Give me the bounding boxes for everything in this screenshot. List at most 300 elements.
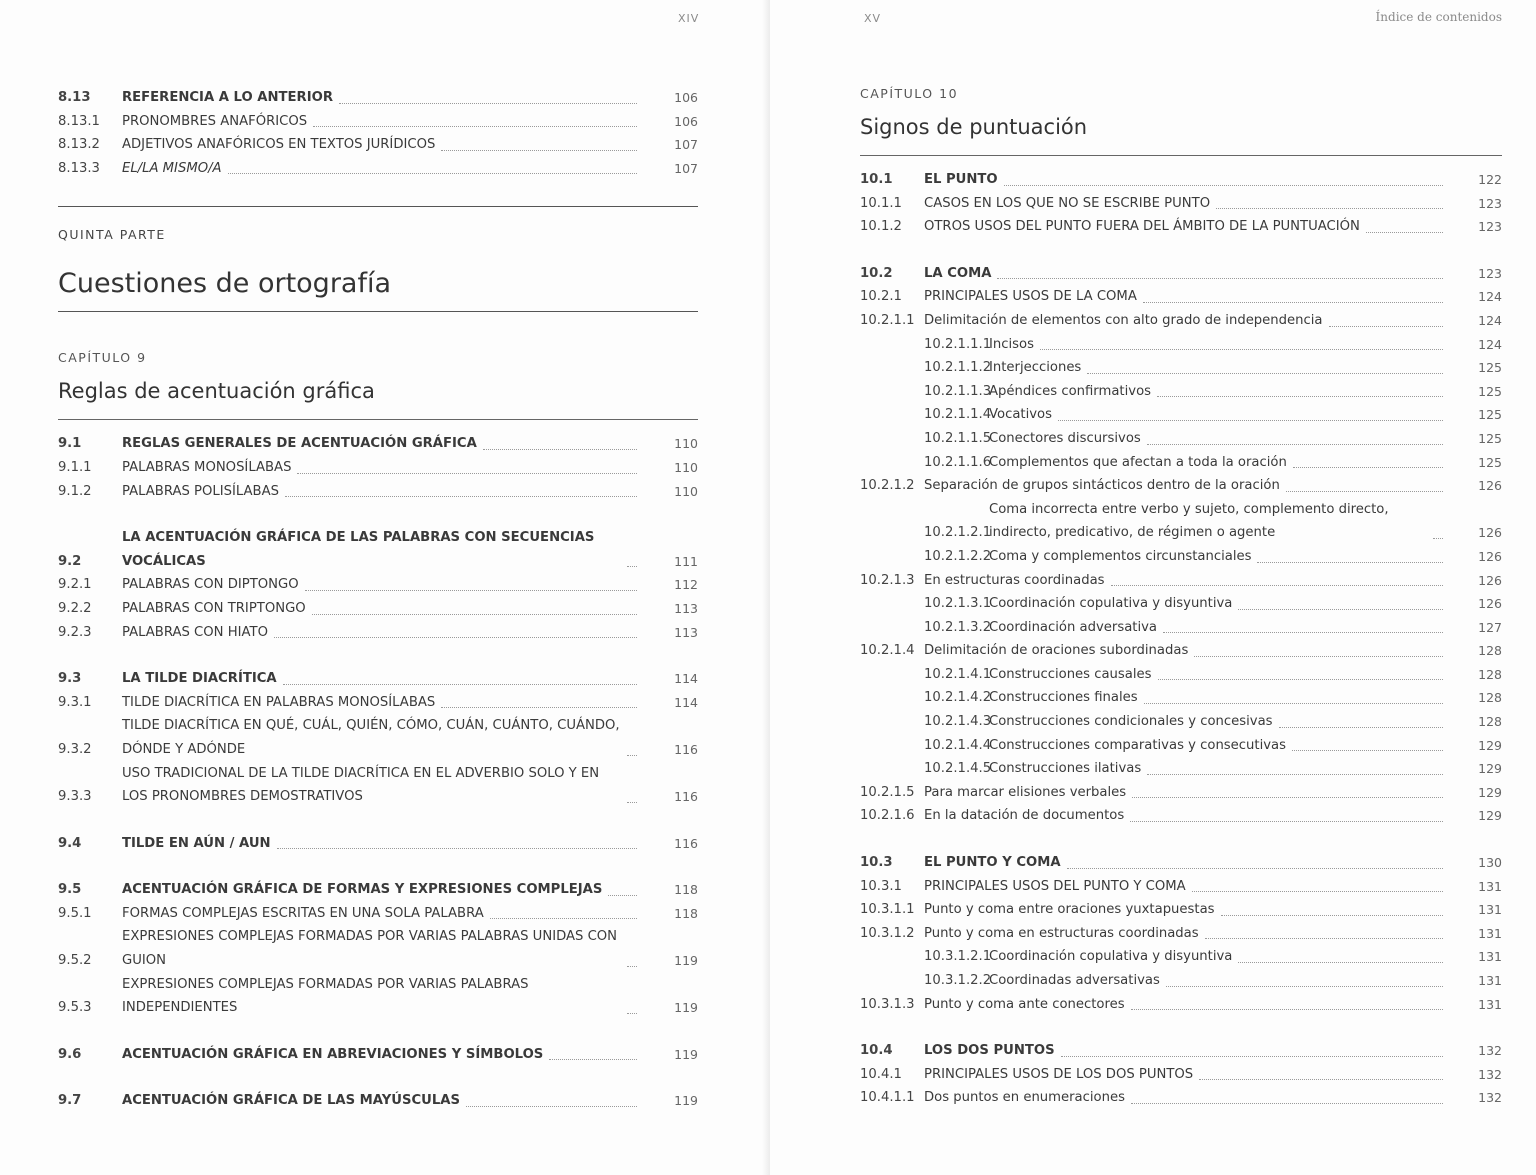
toc-entry-title: Coordinación copulativa y disyuntiva — [989, 596, 1233, 612]
toc-entry-number: 10.3.1 — [860, 878, 902, 894]
toc-entry-title: Vocativos — [989, 407, 1052, 423]
toc-entry-title: En la datación de documentos — [924, 808, 1125, 824]
dot-leader — [997, 278, 1443, 279]
toc-entry-number: 10.2.1.2 — [860, 478, 915, 494]
toc-entry-number: 9.1.2 — [58, 483, 92, 499]
toc-entry-title: Separación de grupos sintácticos dentro de la oración — [924, 478, 1280, 494]
toc-entry-page: 125 — [1478, 360, 1502, 376]
toc-entry-page: 106 — [674, 113, 698, 129]
dot-leader — [490, 918, 637, 919]
toc-entry-number: 10.2.1.3.1 — [924, 596, 992, 612]
toc-entry-page: 116 — [674, 789, 698, 805]
toc-entry — [860, 1039, 1502, 1063]
toc-entry-number: 10.2.1.4.1 — [924, 666, 992, 682]
toc-entry-page: 126 — [1478, 572, 1502, 588]
toc-entry-page: 124 — [1478, 336, 1502, 352]
toc-entry — [860, 710, 1502, 734]
toc-entry — [58, 832, 698, 856]
toc-entry-number: 10.4.1 — [860, 1066, 902, 1082]
toc-entry-title: Coordinación copulativa y disyuntiva — [989, 949, 1233, 965]
toc-entry — [860, 781, 1502, 805]
toc-entry-page: 127 — [1478, 619, 1502, 635]
toc-entry — [860, 734, 1502, 758]
part-rule — [58, 206, 698, 207]
toc-entry-title: PRINCIPALES USOS DE LA COMA — [924, 289, 1137, 305]
toc-entry-page: 119 — [674, 953, 698, 969]
toc-entry-title: PALABRAS CON DIPTONGO — [122, 577, 299, 593]
toc-entry-page: 126 — [1478, 596, 1502, 612]
toc-entry-title: PALABRAS CON HIATO — [122, 624, 268, 640]
toc-entry — [860, 898, 1502, 922]
toc-entry-title: OTROS USOS DEL PUNTO FUERA DEL ÁMBITO DE LA PUNTUACIÓN — [924, 219, 1360, 235]
toc-entry — [58, 133, 698, 157]
dot-leader — [1130, 821, 1443, 822]
toc-entry-page: 118 — [674, 882, 698, 898]
toc-entry-title: PALABRAS CON TRIPTONGO — [122, 600, 306, 616]
toc-entry — [58, 573, 698, 597]
chapter-10-title: Signos de puntuación — [860, 115, 1088, 139]
toc-entry — [58, 691, 698, 715]
right-toc — [860, 86, 1502, 1110]
toc-entry-number: 10.1.1 — [860, 195, 902, 211]
dot-leader — [627, 566, 637, 567]
toc-entry-page: 114 — [674, 694, 698, 710]
toc-entry-number: 10.2.1.1 — [860, 312, 915, 328]
dot-leader — [1286, 491, 1443, 492]
toc-entry-page: 118 — [674, 905, 698, 921]
toc-entry-number: 8.13.1 — [58, 113, 100, 129]
toc-entry-number: 9.3.3 — [58, 789, 92, 805]
toc-entry-page: 129 — [1478, 761, 1502, 777]
toc-chapter-10 — [860, 168, 1502, 1110]
dot-leader — [627, 966, 637, 967]
dot-leader — [1131, 1103, 1443, 1104]
toc-entry-page: 125 — [1478, 454, 1502, 470]
toc-entry — [860, 403, 1502, 427]
toc-entry-title: PRINCIPALES USOS DEL PUNTO Y COMA — [924, 878, 1186, 894]
dot-leader — [1067, 868, 1443, 869]
toc-entry-number: 10.3 — [860, 855, 893, 871]
toc-entry-title: Coma incorrecta entre verbo y sujeto, complemento directo, indirecto, predicativo, de régimen o agente — [989, 501, 1389, 541]
toc-entry — [860, 945, 1502, 969]
toc-entry-title: TILDE DIACRÍTICA EN QUÉ, CUÁL, QUIÉN, CÓMO, CUÁN, CUÁNTO, CUÁNDO, DÓNDE Y ADÓNDE — [122, 718, 620, 757]
toc-entry-title: Construcciones ilativas — [989, 761, 1142, 777]
dot-leader — [1292, 750, 1443, 751]
toc-entry-number: 9.5 — [58, 882, 82, 898]
toc-entry — [58, 714, 698, 761]
toc-entry-page: 123 — [1478, 219, 1502, 235]
toc-entry — [860, 639, 1502, 663]
left-folio: XIV — [678, 12, 700, 25]
toc-entry-number: 10.2.1.4.4 — [924, 737, 992, 753]
toc-entry-number: 10.2.1.1.3 — [924, 383, 992, 399]
dot-leader — [1194, 656, 1443, 657]
toc-entry-page: 131 — [1478, 878, 1502, 894]
toc-entry-title: Dos puntos en enumeraciones — [924, 1090, 1125, 1106]
toc-entry-number: 10.2.1 — [860, 289, 902, 305]
toc-entry-title: PRINCIPALES USOS DE LOS DOS PUNTOS — [924, 1066, 1194, 1082]
toc-entry-page: 116 — [674, 741, 698, 757]
toc-entry — [860, 592, 1502, 616]
toc-entry — [58, 973, 698, 1020]
chapter-10-label: CAPÍTULO 10 — [860, 86, 959, 101]
toc-entry-number: 10.2.1.4.2 — [924, 690, 992, 706]
dot-leader — [627, 1013, 637, 1014]
dot-leader — [339, 103, 637, 104]
toc-entry-title: ACENTUACIÓN GRÁFICA DE FORMAS Y EXPRESIONES COMPLEJAS — [122, 882, 603, 898]
chapter-9-label: CAPÍTULO 9 — [58, 350, 147, 366]
toc-entry — [860, 451, 1502, 475]
dot-leader — [297, 473, 637, 474]
toc-entry — [860, 922, 1502, 946]
dot-leader — [1131, 1009, 1443, 1010]
toc-entry-page: 106 — [674, 90, 698, 105]
toc-entry-page: 119 — [674, 1000, 698, 1016]
toc-entry-number: 10.3.1.2.1 — [924, 949, 992, 965]
dot-leader — [1329, 326, 1444, 327]
dot-leader — [1216, 208, 1443, 209]
dot-leader — [1238, 962, 1443, 963]
right-page — [770, 0, 1536, 1175]
toc-entry — [860, 215, 1502, 239]
toc-entry-page: 131 — [1478, 925, 1502, 941]
dot-leader — [1257, 562, 1443, 563]
toc-entry-number: 9.2.3 — [58, 624, 92, 640]
dot-leader — [228, 173, 637, 174]
toc-entry — [58, 925, 698, 972]
toc-entry-page: 132 — [1478, 1043, 1502, 1059]
toc-entry-page: 114 — [674, 671, 698, 687]
dot-leader — [1111, 585, 1443, 586]
toc-entry-title: Conectores discursivos — [989, 430, 1141, 446]
toc-entry-number: 10.1 — [860, 172, 893, 187]
toc-entry-title: LA COMA — [924, 265, 992, 281]
toc-entry-title: TILDE EN AÚN / AUN — [122, 835, 271, 851]
dot-leader — [1143, 302, 1443, 303]
toc-entry — [860, 262, 1502, 286]
dot-leader — [285, 496, 637, 497]
part-title-rule — [58, 311, 698, 312]
dot-leader — [466, 1106, 637, 1107]
toc-entry-page: 110 — [674, 459, 698, 475]
dot-leader — [305, 590, 637, 591]
toc-entry-number: 10.3.1.1 — [860, 902, 915, 918]
toc-entry-page: 128 — [1478, 714, 1502, 730]
toc-entry-number: 10.2.1.2.2 — [924, 548, 992, 564]
dot-leader — [1004, 185, 1443, 186]
toc-entry — [860, 663, 1502, 687]
toc-entry-title: Complementos que afectan a toda la oración — [989, 454, 1287, 470]
toc-entry — [58, 456, 698, 480]
toc-entry-title: PALABRAS POLISÍLABAS — [122, 483, 280, 499]
chapter-9-title: Reglas de acentuación gráfica — [58, 379, 375, 404]
toc-entry-page: 111 — [674, 553, 698, 569]
toc-entry-number: 10.2.1.3 — [860, 572, 915, 588]
toc-entry — [860, 969, 1502, 993]
toc-entry — [58, 667, 698, 691]
chapter-9-rule — [58, 419, 698, 420]
toc-entry — [58, 1043, 698, 1067]
toc-entry — [58, 432, 698, 456]
toc-entry-title: LA TILDE DIACRÍTICA — [122, 671, 277, 687]
right-folio: XV — [864, 12, 882, 25]
toc-entry — [860, 168, 1502, 192]
toc-entry-number: 10.4.1.1 — [860, 1090, 915, 1106]
toc-entry-title: CASOS EN LOS QUE NO SE ESCRIBE PUNTO — [924, 195, 1211, 211]
toc-entry-title: Punto y coma entre oraciones yuxtapuestas — [924, 902, 1215, 918]
toc-entry-number: 9.2.1 — [58, 577, 92, 593]
dot-leader — [608, 895, 637, 896]
toc-entry-number: 10.2.1.1.6 — [924, 454, 992, 470]
toc-entry-page: 126 — [1478, 548, 1502, 564]
toc-entry-page: 125 — [1478, 407, 1502, 423]
toc-entry-page: 131 — [1478, 949, 1502, 965]
toc-entry-page: 116 — [674, 835, 698, 851]
toc-entry-page: 119 — [674, 1046, 698, 1062]
toc-entry-page: 128 — [1478, 666, 1502, 682]
toc-entry-number: 10.2 — [860, 265, 893, 281]
toc-entry-title: EL/LA MISMO/A — [122, 160, 222, 176]
toc-entry-page: 112 — [674, 577, 698, 593]
toc-entry-page: 123 — [1478, 195, 1502, 211]
toc-chapter-9 — [58, 432, 698, 1113]
toc-entry-number: 8.13.3 — [58, 160, 100, 176]
toc-entry-number: 9.2 — [58, 553, 82, 569]
toc-entry-number: 9.5.3 — [58, 1000, 92, 1016]
toc-entry — [58, 902, 698, 926]
toc-entry-number: 10.3.1.2 — [860, 925, 915, 941]
toc-entry — [860, 380, 1502, 404]
toc-entry — [860, 1063, 1502, 1087]
dot-leader — [1293, 467, 1443, 468]
chapter-10-rule — [860, 155, 1502, 156]
toc-entry-page: 126 — [1478, 478, 1502, 494]
toc-entry-page: 124 — [1478, 289, 1502, 305]
toc-entry-title: Interjecciones — [989, 360, 1082, 376]
dot-leader — [441, 707, 637, 708]
toc-entry-title: EL PUNTO — [924, 172, 998, 187]
toc-entry — [860, 309, 1502, 333]
toc-entry-title: Para marcar elisiones verbales — [924, 784, 1127, 800]
toc-entry-title: USO TRADICIONAL DE LA TILDE DIACRÍTICA EN EL ADVERBIO SOLO Y EN LOS PRONOMBRES DEMOSTRATIVOS — [122, 765, 600, 805]
toc-entry-page: 124 — [1478, 312, 1502, 328]
toc-entry — [860, 757, 1502, 781]
toc-entry — [860, 993, 1502, 1017]
toc-entry-page: 119 — [674, 1093, 698, 1109]
toc-entry-page: 132 — [1478, 1066, 1502, 1082]
toc-entry-page: 129 — [1478, 808, 1502, 824]
toc-entry-number: 9.1.1 — [58, 459, 92, 475]
dot-leader — [441, 150, 637, 151]
toc-entry-title: Punto y coma ante conectores — [924, 996, 1125, 1012]
toc-entry-number: 10.2.1.1.2 — [924, 360, 992, 376]
toc-entry-title: TILDE DIACRÍTICA EN PALABRAS MONOSÍLABAS — [122, 694, 436, 710]
toc-entry — [860, 498, 1502, 545]
dot-leader — [483, 449, 637, 450]
toc-entry-number: 10.2.1.4.3 — [924, 714, 992, 730]
toc-entry-number: 9.1 — [58, 436, 82, 452]
toc-entry-number: 10.4 — [860, 1043, 893, 1059]
toc-entry — [58, 762, 698, 809]
toc-entry — [58, 597, 698, 621]
toc-entry-page: 126 — [1478, 525, 1502, 541]
running-head: Índice de contenidos — [1375, 10, 1502, 24]
toc-entry-number: 9.5.2 — [58, 953, 92, 969]
toc-entry-number: 10.2.1.3.2 — [924, 619, 992, 635]
toc-entry-number: 10.2.1.2.1 — [924, 525, 992, 541]
dot-leader — [1205, 938, 1443, 939]
toc-entry-page: 110 — [674, 483, 698, 499]
dot-leader — [1221, 915, 1443, 916]
toc-entry-page: 131 — [1478, 973, 1502, 988]
toc-entry-title: FORMAS COMPLEJAS ESCRITAS EN UNA SOLA PALABRA — [122, 905, 484, 921]
toc-entry-page: 125 — [1478, 383, 1502, 399]
toc-entry-page: 128 — [1478, 643, 1502, 659]
toc-entry — [860, 333, 1502, 357]
toc-entry-title: Construcciones condicionales y concesivas — [989, 714, 1273, 730]
toc-entry-page: 125 — [1478, 430, 1502, 446]
toc-entry — [58, 480, 698, 504]
toc-entry — [860, 686, 1502, 710]
dot-leader — [627, 802, 637, 803]
toc-entry-number: 9.5.1 — [58, 905, 92, 921]
toc-entry — [58, 878, 698, 902]
dot-leader — [549, 1059, 637, 1060]
left-toc — [58, 86, 698, 1113]
part-label: QUINTA PARTE — [58, 227, 166, 243]
dot-leader — [1238, 609, 1443, 610]
toc-entry — [860, 616, 1502, 640]
toc-entry-title: ACENTUACIÓN GRÁFICA DE LAS MAYÚSCULAS — [122, 1093, 460, 1109]
toc-entry-title: Construcciones comparativas y consecutivas — [989, 737, 1286, 753]
toc-entry-title: Apéndices confirmativos — [989, 383, 1152, 399]
toc-entry-number: 10.2.1.4.5 — [924, 761, 992, 777]
toc-entry-number: 9.3 — [58, 671, 82, 687]
toc-entry-page: 122 — [1478, 172, 1502, 187]
toc-entry — [860, 545, 1502, 569]
toc-entry-number: 10.1.2 — [860, 219, 902, 235]
dot-leader — [1163, 632, 1443, 633]
toc-entry-title: ADJETIVOS ANAFÓRICOS EN TEXTOS JURÍDICOS — [122, 137, 436, 153]
dot-leader — [1192, 891, 1443, 892]
toc-section-8-13 — [58, 86, 698, 180]
toc-entry-title: Coma y complementos circunstanciales — [989, 548, 1252, 564]
toc-entry-title: Incisos — [989, 336, 1034, 352]
toc-entry-title: Delimitación de elementos con alto grado de independencia — [924, 312, 1323, 328]
toc-entry-number: 10.3.1.2.2 — [924, 973, 992, 988]
toc-entry — [860, 875, 1502, 899]
toc-entry-title: Coordinación adversativa — [989, 619, 1158, 635]
toc-entry — [860, 569, 1502, 593]
dot-leader — [1433, 538, 1443, 539]
dot-leader — [1144, 703, 1443, 704]
toc-entry-title: REFERENCIA A LO ANTERIOR — [122, 90, 333, 105]
toc-entry-title: Coordinadas adversativas — [989, 973, 1160, 988]
toc-entry-title: PRONOMBRES ANAFÓRICOS — [122, 113, 308, 129]
toc-entry-title: EL PUNTO Y COMA — [924, 855, 1061, 871]
toc-entry-number: 10.2.1.4 — [860, 643, 915, 659]
dot-leader — [1058, 420, 1443, 421]
toc-entry-page: 113 — [674, 624, 698, 640]
toc-entry — [860, 427, 1502, 451]
toc-entry-title: EXPRESIONES COMPLEJAS FORMADAS POR VARIAS PALABRAS INDEPENDIENTES — [122, 976, 529, 1016]
toc-entry-page: 131 — [1478, 996, 1502, 1012]
toc-entry-number: 9.4 — [58, 835, 82, 851]
toc-entry-page: 132 — [1478, 1090, 1502, 1106]
toc-entry-page: 107 — [674, 160, 698, 176]
toc-entry-number: 10.3.1.3 — [860, 996, 915, 1012]
toc-entry-page: 129 — [1478, 784, 1502, 800]
toc-entry-page: 128 — [1478, 690, 1502, 706]
toc-entry — [860, 851, 1502, 875]
toc-entry-page: 107 — [674, 137, 698, 153]
toc-entry — [58, 110, 698, 134]
dot-leader — [1157, 396, 1443, 397]
toc-entry-title: ACENTUACIÓN GRÁFICA EN ABREVIACIONES Y SÍMBOLOS — [122, 1046, 544, 1062]
toc-entry-number: 8.13.2 — [58, 137, 100, 153]
toc-entry-title: EXPRESIONES COMPLEJAS FORMADAS POR VARIAS PALABRAS UNIDAS CON GUION — [122, 929, 618, 969]
toc-entry — [58, 86, 698, 110]
dot-leader — [627, 755, 637, 756]
toc-entry-page: 110 — [674, 436, 698, 452]
toc-entry — [58, 526, 698, 573]
dot-leader — [1147, 444, 1443, 445]
toc-entry-number: 9.7 — [58, 1093, 82, 1109]
toc-entry-page: 123 — [1478, 265, 1502, 281]
toc-entry-title: LOS DOS PUNTOS — [924, 1043, 1055, 1059]
toc-entry — [58, 621, 698, 645]
toc-entry-page: 113 — [674, 600, 698, 616]
toc-entry-number: 9.3.1 — [58, 694, 92, 710]
toc-entry — [860, 804, 1502, 828]
toc-entry-number: 8.13 — [58, 90, 91, 105]
toc-entry — [860, 192, 1502, 216]
dot-leader — [283, 684, 637, 685]
toc-entry-number: 10.2.1.1.5 — [924, 430, 992, 446]
dot-leader — [1147, 774, 1443, 775]
toc-entry-title: Construcciones finales — [989, 690, 1138, 706]
toc-entry — [860, 1086, 1502, 1110]
toc-entry-title: En estructuras coordinadas — [924, 572, 1105, 588]
dot-leader — [1061, 1056, 1443, 1057]
toc-entry-number: 10.2.1.6 — [860, 808, 915, 824]
toc-entry-number: 10.2.1.5 — [860, 784, 915, 800]
dot-leader — [1040, 349, 1443, 350]
dot-leader — [1166, 986, 1443, 987]
dot-leader — [1087, 373, 1443, 374]
dot-leader — [274, 637, 637, 638]
toc-entry — [860, 474, 1502, 498]
toc-entry — [860, 356, 1502, 380]
toc-entry — [860, 285, 1502, 309]
toc-entry-title: Construcciones causales — [989, 666, 1152, 682]
toc-entry-title: PALABRAS MONOSÍLABAS — [122, 459, 292, 475]
dot-leader — [1199, 1079, 1443, 1080]
toc-entry-page: 130 — [1478, 855, 1502, 871]
toc-entry-page: 129 — [1478, 737, 1502, 753]
dot-leader — [1366, 232, 1443, 233]
part-title: Cuestiones de ortografía — [58, 268, 392, 300]
toc-entry-title: LA ACENTUACIÓN GRÁFICA DE LAS PALABRAS CON SECUENCIAS VOCÁLICAS — [122, 530, 595, 569]
toc-entry-title: Delimitación de oraciones subordinadas — [924, 643, 1189, 659]
toc-entry-number: 9.6 — [58, 1046, 82, 1062]
dot-leader — [313, 126, 637, 127]
toc-entry-page: 131 — [1478, 902, 1502, 918]
dot-leader — [277, 848, 637, 849]
toc-entry-number: 9.3.2 — [58, 741, 92, 757]
dot-leader — [1132, 797, 1443, 798]
toc-entry-number: 9.2.2 — [58, 600, 92, 616]
